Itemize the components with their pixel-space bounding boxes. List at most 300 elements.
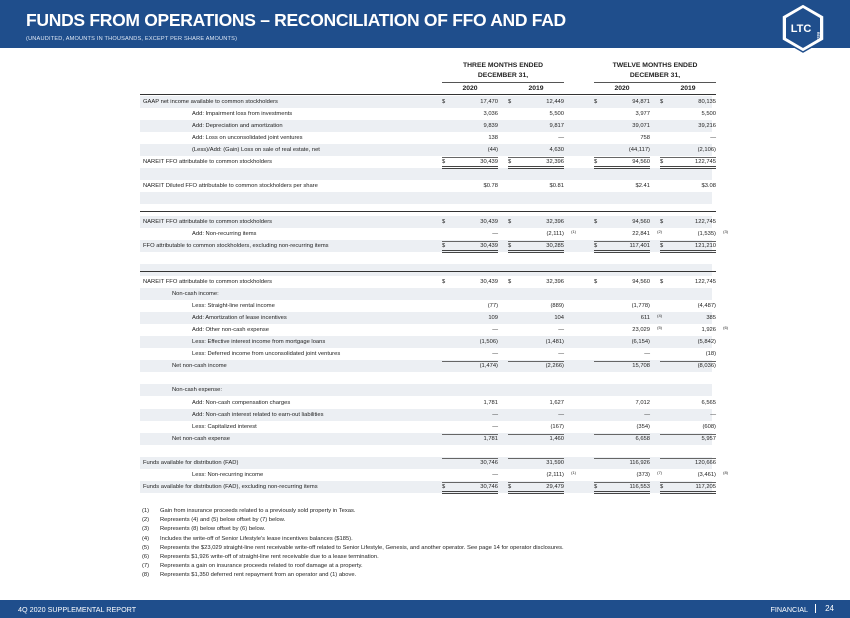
- value-cell: [508, 123, 564, 131]
- col-group-twelve-months-line2: DECEMBER 31,: [629, 72, 681, 79]
- footnote: [142, 545, 762, 554]
- cell-value: —: [492, 327, 498, 334]
- footnote: [142, 572, 762, 581]
- cell-value: (2,106): [697, 147, 716, 154]
- cell-value: $0.81: [549, 183, 564, 190]
- cell-value: 1,926: [701, 327, 716, 334]
- total-double-rule: [508, 491, 564, 494]
- footnote-text: Gain from insurance proceeds related to a previously sold property in Texas.: [160, 508, 356, 514]
- cell-value: 3,977: [635, 111, 650, 118]
- row-label: Add: Non-cash compensation charges: [192, 399, 291, 406]
- currency-symbol: $: [594, 483, 598, 490]
- row-label: Add: Other non-cash expense: [192, 327, 270, 334]
- cell-value: 121,210: [695, 243, 716, 250]
- cell-value: 7,012: [635, 399, 650, 406]
- subtotal-rule: [442, 157, 498, 158]
- cell-value: (1,506): [479, 339, 498, 346]
- cell-value: 1,781: [483, 435, 498, 442]
- cell-value: (1,778): [631, 303, 650, 310]
- value-cell: [508, 135, 564, 143]
- cell-value: (8,036): [697, 363, 716, 370]
- footnote: [142, 563, 762, 572]
- currency-symbol: $: [594, 99, 598, 105]
- value-cell: [594, 279, 650, 287]
- value-cell: [660, 219, 716, 227]
- cell-value: 9,839: [483, 123, 498, 130]
- value-cell: [508, 448, 564, 456]
- value-cell: [508, 400, 564, 408]
- cell-value: 30,439: [480, 159, 498, 166]
- value-cell: [660, 279, 716, 287]
- cell-value: (2,111): [546, 471, 564, 478]
- cell-value: —: [558, 327, 564, 334]
- total-double-rule: [594, 250, 650, 253]
- value-cell: [660, 315, 716, 323]
- value-cell: [660, 291, 716, 299]
- value-cell: [594, 135, 650, 143]
- cell-value: 117,401: [629, 243, 650, 250]
- cell-value: —: [558, 411, 564, 418]
- value-cell: [508, 351, 564, 359]
- value-cell: [660, 469, 728, 480]
- value-cell: [660, 303, 716, 311]
- value-cell: [508, 255, 564, 263]
- subtotal-rule: [508, 458, 564, 459]
- cell-value: —: [558, 135, 564, 142]
- value-cell: [660, 424, 716, 432]
- cell-value: 30,439: [480, 243, 498, 250]
- value-cell: [660, 195, 716, 203]
- cell-value: 109: [488, 315, 498, 322]
- footnote-ref: (7): [657, 469, 662, 475]
- table-row: [140, 252, 712, 264]
- value-cell: [594, 229, 662, 239]
- value-cell: [660, 351, 716, 359]
- cell-value: 32,396: [546, 219, 564, 226]
- row-label: Add: Non-recurring items: [192, 231, 257, 238]
- value-cell: [594, 412, 650, 420]
- value-cell: [508, 315, 564, 323]
- value-cell: [594, 291, 650, 299]
- cell-value: 122,745: [695, 159, 716, 166]
- cell-value: (2,111): [546, 231, 564, 238]
- value-cell: [594, 303, 650, 311]
- value-cell: [594, 448, 650, 456]
- value-cell: [660, 99, 716, 107]
- subtotal-rule: [442, 458, 498, 459]
- row-label: (Less)/Add: (Gain) Loss on sale of real estate, net: [192, 147, 320, 154]
- subtotal-rule: [594, 482, 650, 483]
- row-label: Net non-cash expense: [172, 435, 231, 442]
- cell-value: —: [492, 471, 498, 478]
- currency-symbol: $: [508, 483, 512, 490]
- value-cell: [660, 375, 716, 383]
- row-label: Add: Non-cash interest related to earn-out liabilities: [192, 411, 324, 418]
- value-cell: [594, 424, 650, 432]
- value-cell: [442, 171, 498, 179]
- col-group-three-months-line1: THREE MONTHS ENDED: [462, 62, 544, 69]
- footnote-text: Includes the write-off of Senior Lifestyle's lease incentives balances ($185).: [160, 535, 353, 542]
- subtotal-rule: [442, 482, 498, 483]
- value-cell: [508, 147, 564, 155]
- table-row: [140, 192, 712, 204]
- subtotal-rule: [508, 434, 564, 435]
- footnote-number: (8): [142, 572, 150, 579]
- value-cell: [442, 363, 498, 371]
- value-cell: [594, 111, 650, 119]
- cell-value: 9,817: [549, 123, 564, 130]
- cell-value: —: [644, 411, 650, 418]
- logo-subtext: REIT: [816, 31, 820, 41]
- cell-value: 116,553: [629, 483, 650, 490]
- col-group-three-months-line2: DECEMBER 31,: [477, 72, 529, 79]
- cell-value: —: [710, 135, 716, 142]
- value-cell: [508, 375, 564, 383]
- subtotal-rule: [508, 241, 564, 242]
- value-cell: [442, 424, 498, 432]
- row-label: NAREIT FFO attributable to common stockholders: [143, 219, 273, 226]
- cell-value: 5,500: [701, 111, 716, 118]
- currency-symbol: $: [660, 99, 664, 105]
- subtotal-rule: [508, 157, 564, 158]
- table-row: [140, 96, 716, 108]
- logo-text: LTC: [790, 23, 812, 35]
- currency-symbol: $: [594, 219, 598, 226]
- cell-value: —: [492, 411, 498, 418]
- cell-value: $3.08: [701, 183, 716, 190]
- subtotal-rule: [660, 458, 716, 459]
- footnote: [142, 526, 762, 535]
- section-name: FINANCIAL: [770, 605, 808, 614]
- value-cell: [508, 412, 564, 420]
- cell-value: (2,266): [545, 363, 564, 370]
- page-number: 24: [825, 604, 834, 613]
- value-cell: [660, 363, 716, 371]
- cell-value: 30,746: [480, 459, 498, 466]
- cell-value: —: [644, 351, 650, 358]
- cell-value: (354): [636, 423, 650, 430]
- cell-value: —: [492, 231, 498, 238]
- cell-value: (6,154): [631, 339, 650, 346]
- value-cell: [442, 183, 498, 191]
- footnote-ref: (6): [723, 325, 728, 331]
- currency-symbol: $: [442, 483, 446, 490]
- value-cell: [442, 303, 498, 311]
- table-row: [140, 409, 716, 421]
- row-label: Funds available for distribution (FAD), excluding non-recurring items: [143, 483, 318, 490]
- value-cell: [594, 195, 650, 203]
- value-cell: [594, 147, 650, 155]
- cell-value: 39,071: [632, 123, 650, 130]
- value-cell: [660, 412, 716, 420]
- value-cell: [508, 469, 576, 480]
- row-label: Add: Amortization of lease incentives: [192, 315, 287, 322]
- ltc-logo: [780, 3, 826, 53]
- total-double-rule: [660, 491, 716, 494]
- table-row: [140, 108, 716, 120]
- cell-value: 31,590: [546, 459, 564, 466]
- cell-value: (1,481): [545, 339, 564, 346]
- cell-value: 6,658: [635, 435, 650, 442]
- row-label: Add: Impairment loss from investments: [192, 111, 293, 118]
- value-cell: [660, 325, 728, 335]
- value-cell: [594, 387, 650, 395]
- page-footer: [0, 600, 850, 618]
- subtotal-rule: [660, 157, 716, 158]
- cell-value: 1,627: [549, 399, 564, 406]
- footnote-ref: (1): [571, 469, 576, 475]
- total-double-rule: [442, 491, 498, 494]
- value-cell: [508, 424, 564, 432]
- row-label: NAREIT Diluted FFO attributable to common stockholders per share: [143, 183, 318, 190]
- value-cell: [660, 171, 716, 179]
- cell-value: 80,135: [698, 99, 716, 105]
- cell-value: 4,630: [549, 147, 564, 154]
- currency-symbol: $: [660, 243, 664, 250]
- cell-value: 23,029: [632, 327, 650, 334]
- cell-value: 117,205: [695, 483, 716, 490]
- row-label: Non-cash income:: [172, 291, 219, 298]
- cell-value: 138: [488, 135, 498, 142]
- table-row: [140, 469, 728, 481]
- value-cell: [594, 183, 650, 191]
- cell-value: —: [492, 423, 498, 430]
- cell-value: (44): [487, 147, 498, 154]
- value-cell: [594, 436, 650, 444]
- cell-value: (5,842): [697, 339, 716, 346]
- value-cell: [508, 303, 564, 311]
- row-label: NAREIT FFO attributable to common stockholders: [143, 159, 273, 166]
- cell-value: (3,461): [697, 471, 716, 478]
- value-cell: [442, 375, 498, 383]
- cell-value: (1,535): [697, 231, 716, 238]
- value-cell: [594, 313, 662, 323]
- currency-symbol: $: [508, 99, 512, 105]
- value-cell: [442, 111, 498, 119]
- cell-value: 3,036: [483, 111, 498, 118]
- table-row: [140, 348, 716, 360]
- table-row: [140, 300, 716, 312]
- table-row: [140, 288, 712, 300]
- subtotal-rule: [660, 361, 716, 362]
- cell-value: 32,396: [546, 159, 564, 166]
- cell-value: 30,439: [480, 219, 498, 226]
- table-row: [140, 336, 716, 348]
- subtotal-rule: [594, 458, 650, 459]
- value-cell: [442, 291, 498, 299]
- cell-value: 39,216: [698, 123, 716, 130]
- currency-symbol: $: [594, 279, 598, 286]
- footnote-ref: (1): [571, 229, 576, 235]
- row-label: Net non-cash income: [172, 363, 227, 370]
- value-cell: [660, 229, 728, 239]
- subtotal-rule: [594, 361, 650, 362]
- value-cell: [508, 171, 564, 179]
- cell-value: —: [558, 351, 564, 358]
- value-cell: [660, 255, 716, 263]
- table-row: [140, 120, 716, 132]
- cell-value: 758: [640, 135, 650, 142]
- cell-value: 5,500: [549, 111, 564, 118]
- footnote-ref: (5): [657, 325, 662, 331]
- value-cell: [442, 219, 498, 227]
- group1-rule: [442, 82, 564, 83]
- value-cell: [442, 400, 498, 408]
- subtotal-rule: [660, 241, 716, 242]
- footer-divider: [815, 604, 816, 613]
- value-cell: [442, 412, 498, 420]
- footnote-number: (5): [142, 544, 150, 551]
- total-double-rule: [594, 491, 650, 494]
- value-cell: [594, 460, 650, 468]
- value-cell: [508, 436, 564, 444]
- value-cell: [442, 99, 498, 107]
- currency-symbol: $: [442, 243, 446, 250]
- row-label: Add: Depreciation and amortization: [192, 123, 283, 130]
- currency-symbol: $: [594, 159, 598, 166]
- footnote-number: (6): [142, 553, 150, 560]
- value-cell: [594, 325, 662, 335]
- table-row: [140, 421, 716, 433]
- table-row: [140, 384, 712, 396]
- cell-value: 6,565: [701, 399, 716, 406]
- col-group-twelve-months-line1: TWELVE MONTHS ENDED: [612, 62, 698, 69]
- subtotal-rule: [442, 361, 498, 362]
- row-label: FFO attributable to common stockholders, excluding non-recurring items: [143, 243, 329, 250]
- currency-symbol: $: [508, 243, 512, 250]
- subtotal-rule: [442, 241, 498, 242]
- value-cell: [442, 279, 498, 287]
- footnote-text: Represents the $23,029 straight-line rent receivable write-off related to Senior Lifestyle, Genesis, and another operator. See page 14 for operator disclosures.: [160, 544, 564, 551]
- value-cell: [660, 387, 716, 395]
- value-cell: [508, 363, 564, 371]
- value-cell: [508, 183, 564, 191]
- value-cell: [594, 469, 662, 480]
- currency-symbol: $: [660, 159, 664, 166]
- value-cell: [594, 255, 650, 263]
- table-row: [140, 180, 716, 192]
- year-header: 2019: [528, 85, 544, 92]
- total-double-rule: [508, 166, 564, 169]
- subtotal-rule: [594, 241, 650, 242]
- footnote: [142, 554, 762, 563]
- value-cell: [594, 123, 650, 131]
- table-row: [140, 216, 716, 228]
- year-header: 2020: [614, 85, 630, 92]
- footnote: [142, 508, 762, 517]
- cell-value: 611: [640, 315, 650, 322]
- footnote-number: (3): [142, 526, 150, 533]
- value-cell: [508, 219, 564, 227]
- year-header: 2020: [462, 85, 478, 92]
- page-subtitle: (UNAUDITED, AMOUNTS IN THOUSANDS, EXCEPT PER SHARE AMOUNTS): [26, 36, 238, 42]
- value-cell: [442, 147, 498, 155]
- value-cell: [442, 255, 498, 263]
- footnote-text: Represents (4) and (5) below offset by (7) below.: [160, 517, 286, 524]
- table-row: [140, 445, 712, 457]
- value-cell: [442, 387, 498, 395]
- row-label: GAAP net income available to common stockholders: [143, 99, 278, 105]
- value-cell: [594, 339, 650, 347]
- total-double-rule: [442, 166, 498, 169]
- value-cell: [660, 436, 716, 444]
- cell-value: $2.41: [635, 183, 650, 190]
- value-cell: [442, 195, 498, 203]
- report-name: 4Q 2020 SUPPLEMENTAL REPORT: [18, 605, 137, 614]
- cell-value: (1,474): [479, 363, 498, 370]
- subtotal-rule: [594, 434, 650, 435]
- value-cell: [660, 400, 716, 408]
- table-row: [140, 312, 716, 324]
- table-row: [140, 397, 716, 409]
- row-label: Less: Capitalized interest: [192, 423, 257, 430]
- footnote: [142, 536, 762, 545]
- table-row: [140, 168, 712, 180]
- currency-symbol: $: [508, 159, 512, 166]
- cell-value: 30,439: [480, 279, 498, 286]
- currency-symbol: $: [442, 99, 446, 105]
- cell-value: (4,487): [697, 303, 716, 310]
- value-cell: [594, 99, 650, 107]
- currency-symbol: $: [660, 279, 664, 286]
- cell-value: 94,560: [632, 219, 650, 226]
- value-cell: [594, 375, 650, 383]
- total-double-rule: [660, 250, 716, 253]
- value-cell: [442, 123, 498, 131]
- value-cell: [660, 183, 716, 191]
- cell-value: 22,841: [632, 231, 650, 238]
- value-cell: [508, 291, 564, 299]
- cell-value: (608): [702, 423, 716, 430]
- value-cell: [660, 135, 716, 143]
- subtotal-rule: [594, 157, 650, 158]
- cell-value: 94,871: [632, 99, 650, 105]
- value-cell: [508, 387, 564, 395]
- header-rule: [140, 94, 716, 95]
- footnote-number: (2): [142, 517, 150, 524]
- cell-value: 29,479: [546, 483, 564, 490]
- footnote-text: Represents $1,926 write-off of straight-line rent receivable due to a lease termination.: [160, 553, 379, 560]
- cell-value: (889): [550, 303, 564, 310]
- table-row: [140, 276, 716, 288]
- value-cell: [442, 460, 498, 468]
- value-cell: [442, 231, 498, 239]
- footnote-ref: (4): [657, 313, 662, 319]
- currency-symbol: $: [442, 279, 446, 286]
- footnote-ref: (2): [657, 229, 662, 235]
- value-cell: [660, 448, 716, 456]
- cell-value: 94,560: [632, 279, 650, 286]
- currency-symbol: $: [442, 219, 446, 226]
- row-label: Less: Non-recurring income: [192, 471, 264, 478]
- cell-value: 104: [554, 315, 564, 322]
- footnote-number: (1): [142, 508, 150, 514]
- table-row: [140, 132, 716, 144]
- cell-value: 17,470: [480, 99, 498, 105]
- footnote-text: Represents (8) below offset by (6) below.: [160, 526, 266, 533]
- cell-value: 15,708: [632, 363, 650, 370]
- value-cell: [442, 448, 498, 456]
- value-cell: [442, 327, 498, 335]
- value-cell: [508, 279, 564, 287]
- value-cell: [594, 351, 650, 359]
- currency-symbol: $: [508, 279, 512, 286]
- year-header: 2019: [680, 85, 696, 92]
- cell-value: —: [492, 351, 498, 358]
- cell-value: 32,396: [546, 279, 564, 286]
- cell-value: (373): [636, 471, 650, 478]
- cell-value: 30,746: [480, 483, 498, 490]
